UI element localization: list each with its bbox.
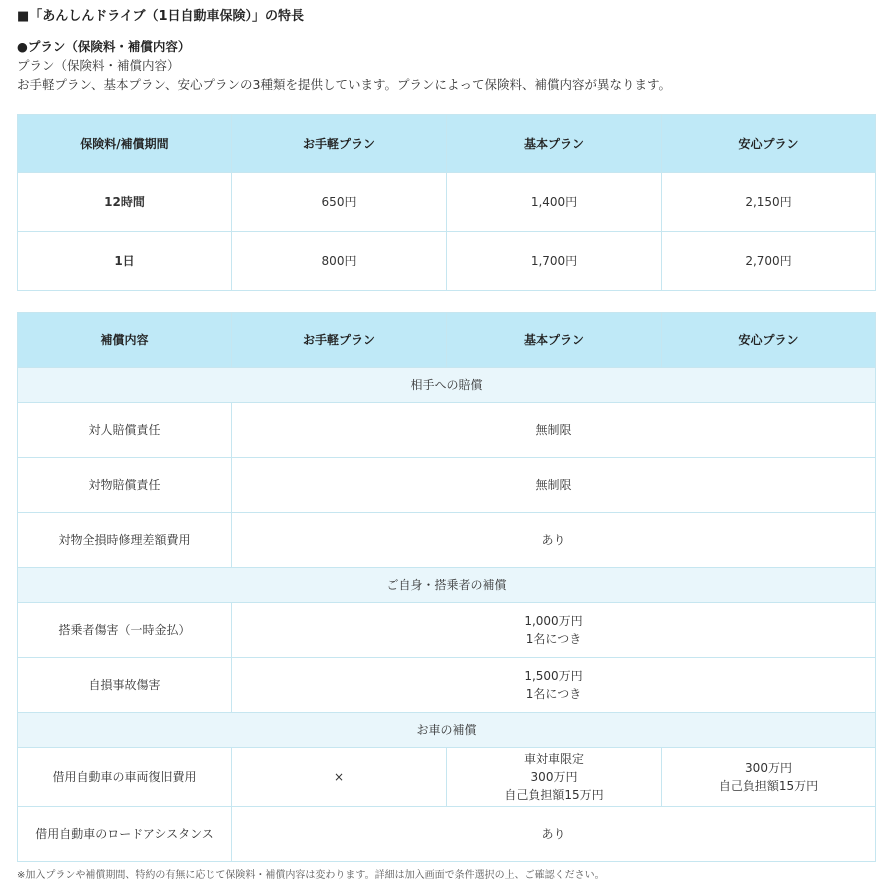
- period-1day: 1日: [18, 232, 232, 291]
- period-12h: 12時間: [18, 173, 232, 232]
- passenger-amount: 1,000万円: [524, 614, 583, 628]
- item-value-self-accident: [232, 658, 876, 713]
- footnote: ※加入プランや補償期間、特約の有無に応じて保険料・補償内容は変わります。詳細は加入画面で条件選択の上、ご確認ください。: [17, 870, 605, 881]
- plan-heading: ●プラン（保険料・補償内容）: [17, 39, 191, 54]
- item-label-passenger: 搭乗者傷害（一時金払）: [18, 603, 232, 658]
- basic-amount: 300万円: [530, 770, 578, 784]
- table-row: [18, 658, 876, 713]
- price-basic-12h: 1,400円: [447, 173, 662, 232]
- safe-deductible: 自己負担額15万円: [718, 779, 819, 793]
- safe-amount: 300万円: [745, 761, 792, 775]
- section-opponent: 相手への賠償: [18, 368, 876, 403]
- table-row: [18, 173, 876, 232]
- table-row: [18, 748, 876, 807]
- item-value-property: 無制限: [232, 458, 876, 513]
- passenger-unit: 1名につき: [525, 632, 582, 646]
- header-easy-plan: お手軽プラン: [232, 313, 447, 368]
- borrowed-car-safe: [662, 748, 876, 807]
- header-easy-plan: お手軽プラン: [232, 115, 447, 173]
- item-label-bodily: 対人賠償責任: [18, 403, 232, 458]
- borrowed-car-basic: [447, 748, 662, 807]
- item-label-roadside: 借用自動車のロードアシスタンス: [18, 807, 232, 862]
- section-row: [18, 568, 876, 603]
- item-value-passenger: [232, 603, 876, 658]
- header-safe-plan: 安心プラン: [662, 313, 876, 368]
- section-self: ご自身・搭乗者の補償: [18, 568, 876, 603]
- header-period: 保険料/補償期間: [18, 115, 232, 173]
- table-row: [18, 603, 876, 658]
- plan-description: お手軽プラン、基本プラン、安心プランの3種類を提供しています。プランによって保険料、補償内容が異なります。: [17, 77, 671, 92]
- table-row: [18, 513, 876, 568]
- header-basic-plan: 基本プラン: [447, 313, 662, 368]
- header-safe-plan: 安心プラン: [662, 115, 876, 173]
- price-safe-12h: 2,150円: [662, 173, 876, 232]
- item-label-repair-diff: 対物全損時修理差額費用: [18, 513, 232, 568]
- header-coverage: 補償内容: [18, 313, 232, 368]
- price-safe-1day: 2,700円: [662, 232, 876, 291]
- section-row: [18, 713, 876, 748]
- page-title: ■「あんしんドライブ（1日自動車保険）」の特長: [17, 9, 305, 24]
- basic-deductible: 自己負担額15万円: [504, 788, 604, 802]
- self-accident-amount: 1,500万円: [524, 669, 583, 683]
- item-value-roadside: あり: [232, 807, 876, 862]
- table-row: [18, 458, 876, 513]
- item-value-repair-diff: あり: [232, 513, 876, 568]
- table-row: [18, 807, 876, 862]
- price-basic-1day: 1,700円: [447, 232, 662, 291]
- basic-limit: 車対車限定: [523, 752, 584, 766]
- item-value-bodily: 無制限: [232, 403, 876, 458]
- coverage-table-header: [18, 313, 876, 368]
- section-car: お車の補償: [18, 713, 876, 748]
- table-row: [18, 403, 876, 458]
- item-label-self-accident: 自損事故傷害: [18, 658, 232, 713]
- item-label-property: 対物賠償責任: [18, 458, 232, 513]
- self-accident-unit: 1名につき: [525, 687, 582, 701]
- price-easy-1day: 800円: [232, 232, 447, 291]
- header-basic-plan: 基本プラン: [447, 115, 662, 173]
- price-table-header: [18, 115, 876, 173]
- plan-subline: プラン（保険料・補償内容）: [17, 58, 180, 73]
- section-row: [18, 368, 876, 403]
- table-row: [18, 232, 876, 291]
- price-easy-12h: 650円: [232, 173, 447, 232]
- item-label-borrowed-car: 借用自動車の車両復旧費用: [18, 748, 232, 807]
- borrowed-car-easy: ×: [232, 748, 447, 807]
- price-table: [17, 114, 876, 291]
- coverage-table: [17, 312, 876, 862]
